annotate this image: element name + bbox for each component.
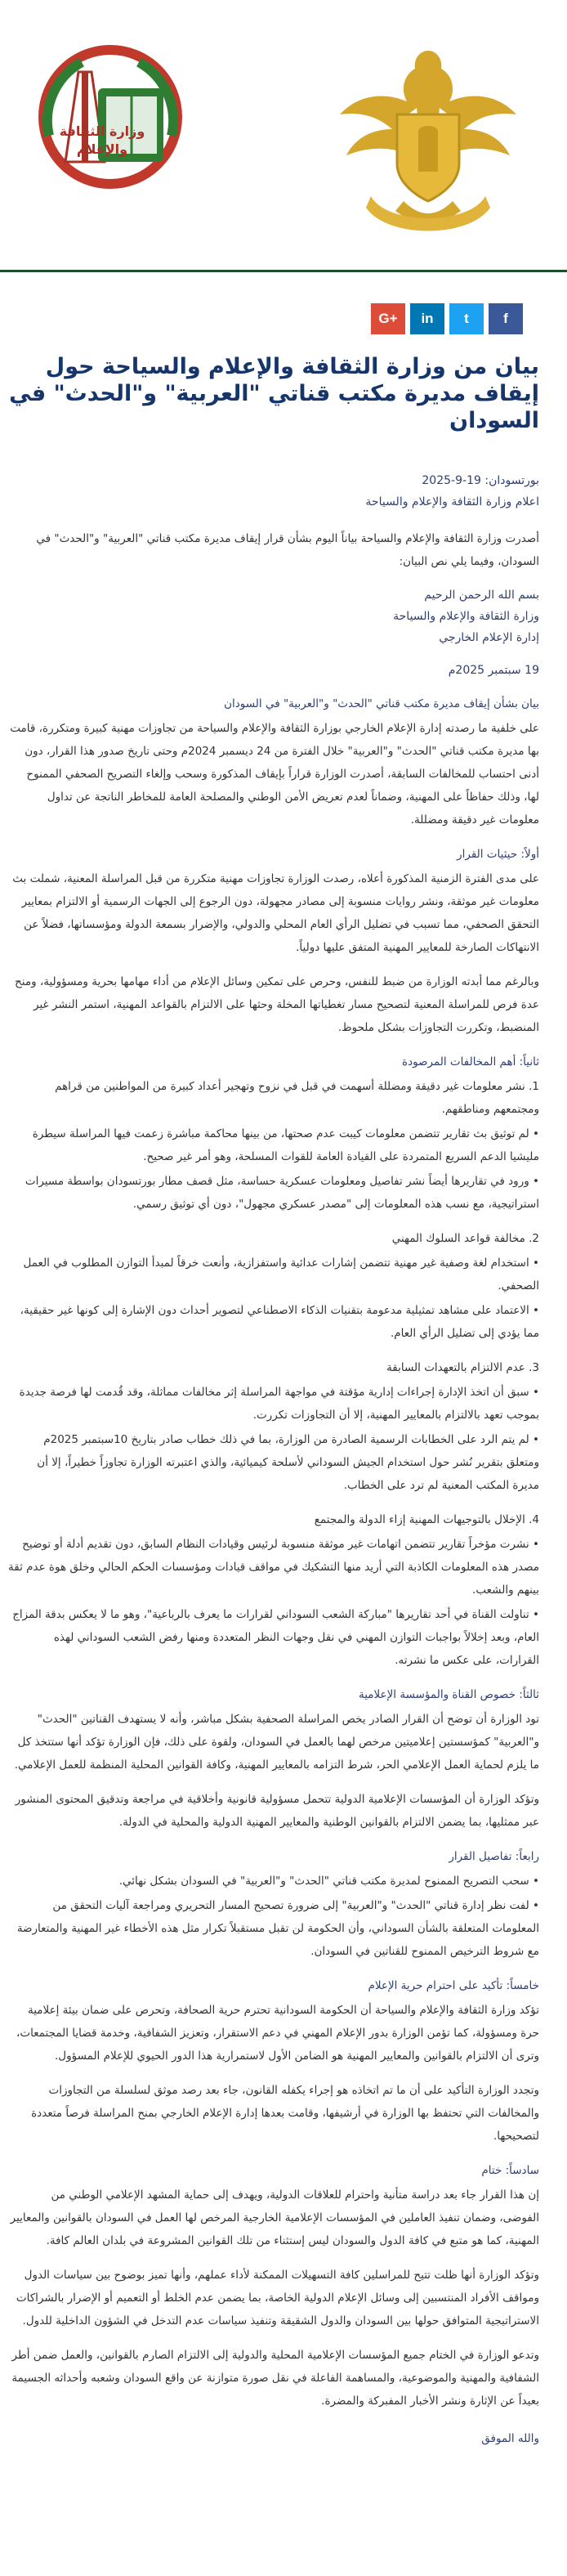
source: اعلام وزارة الثقافة والإعلام والسياحة bbox=[365, 495, 539, 508]
paragraph: • سحب التصريح الممنوح لمديرة مكتب قناتي "الحدث" و"العربية" في السودان بشكل نهائي. bbox=[118, 1875, 539, 1888]
share-buttons bbox=[371, 303, 523, 334]
paragraph: تؤكد وزارة الثقافة والإعلام والسياحة أن الحكومة السودانية تحترم حرية الصحافة، وتحرص على ضمان بيئة إعلامية حرة ومسؤولة، كما تؤمن الوزارة بدور الإعلام المهني في دعم الاستقرار، وتعزيز الشفافية، وخدمة قضايا المجتمعات، وترى أن الالتزام بالقوانين والمعايير المهنية هو الضامن الأول لاستمرارية هذا الدور الحيوي للإعلام المسؤول. bbox=[16, 2004, 539, 2063]
page-header bbox=[0, 0, 567, 262]
paragraph: تود الوزارة أن توضح أن القرار الصادر يخص المراسلة الصحفية بشكل مباشر، وأنه لا يستهدف القناتين "الحدث" و"العربية" كمؤسستين إعلاميتين مرخص لهما بالعمل في السودان، ولقوة على ذلك، فإن الوزارة تؤكد أنها ستتخذ كل ما يلزم لحماية العمل الإعلامي الحر، شرط التزامه بالمعايير المهنية، وكافة القوانين المحلية المنظمة للعمل الإعلامي. bbox=[14, 1713, 539, 1772]
section-heading: بيان بشأن إيقاف مديرة مكتب قناتي "الحدث" و"العربية" في السودان bbox=[224, 697, 539, 710]
section-heading: خامساً: تأكيد على احترام حرية الإعلام bbox=[368, 1979, 539, 1992]
section-heading: أولاً: حيثيات القرار bbox=[457, 848, 539, 861]
paragraph: • الاعتماد على مشاهد تمثيلية مدعومة بتقنيات الذكاء الاصطناعي لتصوير أحداث دون الإشارة إلى كونها غير حقيقية، مما يؤدي إلى تضليل الرأي العام. bbox=[20, 1304, 539, 1340]
article bbox=[8, 353, 539, 2450]
section-heading: ثالثاً: خصوص القناة والمؤسسة الإعلامية bbox=[358, 1688, 539, 1701]
left-logo-text: وزارة الثقافة والإعلام bbox=[59, 123, 145, 157]
paragraph: وتؤكد الوزارة أنها ظلت تتيح للمراسلين كافة التسهيلات الممكنة لأداء عملهم، وأنها تميز بوضوح بين سياسات الدول ومواقف الأفراد المنتسبين إلى وسائل الإعلام الدولية الخاصة، بما يضمن عدم الخلط أو التعميم أو الإضرار بالشراكات الاستراتيجية المتوافق حولها بين السودان والدول الشقيقة وتنفيذ سياسات عدم التدخل في الشؤون الداخلية للدول. bbox=[16, 2269, 539, 2327]
paragraph: على خلفية ما رصدته إدارة الإعلام الخارجي بوزارة الثقافة والإعلام والسياحة من تجاوزات مهنية كبيرة ومتكررة، قامت بها مديرة مكتب قناتي "الحدث" و"العربية" خلال الفترة من 24 ديسمبر 2024م وحتى تاريخ صدور هذا القرار، دون أدنى احتساب للمخالفات السابقة، أصدرت الوزارة قراراً بإيقاف المذكورة وسحب وإلغاء التصريح الصحفي الممنوح لها، وذلك حفاظاً على المهنية، وضماناً لعدم تعريض الأمن الوطني والمصلحة العامة للمخاطر الناتجة عن تداول معلومات غير دقيقة ومضللة. bbox=[10, 722, 539, 827]
paragraph: • نشرت مؤخراً تقارير تتضمن اتهامات غير موثقة منسوبة لرئيس وقيادات النظام السابق، دون تقديم أدلة أو توضيح مصدر هذه المعلومات الكاذبة التي أريد منها التشكيك في مواقف قيادات ومؤسسات الحكم الحالي وخلق هوة عدم ثقة بينهم والشعب. bbox=[8, 1538, 539, 1597]
closing-phrase: والله الموفق bbox=[481, 2432, 539, 2445]
paragraph: • استخدام لغة وصفية غير مهنية تتضمن إشارات عدائية واستفزازية، وأنعت خرقاً لمبدأ التوازن المطلوب في العمل الصحفي. bbox=[23, 1257, 539, 1292]
paragraph: 4. الإخلال بالتوجيهات المهنية إزاء الدولة والمجتمع bbox=[314, 1513, 539, 1526]
googleplus-share-button[interactable]: G+ bbox=[371, 303, 405, 334]
paragraph: • لم يتم الرد على الخطابات الرسمية الصادرة من الوزارة، بما في ذلك خطاب صادر بتاريخ 10سبتمبر 2025م ومتعلق بتقرير نُشر حول استخدام الجيش السوداني لأسلحة كيميائية، والذي اعتبرته الوزارة تجاوزاً خطيراً، إلا أن مديرة المكتب المعنية لم ترد على الخطاب. bbox=[37, 1433, 539, 1492]
statement-date: 19 سبتمبر 2025م bbox=[448, 664, 539, 677]
sudan-emblem-icon bbox=[322, 33, 534, 245]
department-name: إدارة الإعلام الخارجي bbox=[439, 631, 539, 644]
twitter-share-button[interactable]: t bbox=[449, 303, 484, 334]
section-heading: ثانياً: أهم المخالفات المرصودة bbox=[402, 1055, 539, 1068]
paragraph: 3. عدم الالتزام بالتعهدات السابقة bbox=[386, 1361, 539, 1374]
section-heading: رابعاً: تفاصيل القرار bbox=[449, 1850, 539, 1863]
paragraph: • تناولت القناة في أحد تقاريرها "مباركة الشعب السوداني لقرارات ما يعرف بالرباعية"، وهو ما لا يعكس بدقة المزاج العام، وبعد إخلالاً بواجبات التوازن المهني في نقل وجهات النظر المتعددة ومنها رفض الشعب السوداني لهذه القرارات، على عكس ما نشرته. bbox=[12, 1608, 539, 1667]
paragraph: وتدعو الوزارة في الختام جميع المؤسسات الإعلامية المحلية والدولية إلى الالتزام الصارم بالقوانين، والعمل ضمن أطر الشفافية والمهنية والموضوعية، والمساهمة الفاعلة في نقل صورة متوازنة عن واقع السودان وشعبه وأحداثه الجسيمة بعيداً عن الإثارة ونشر الأخبار المفبركة والمضرة. bbox=[11, 2349, 539, 2408]
section-heading: سادساً: ختام bbox=[481, 2164, 539, 2177]
article-body bbox=[8, 692, 539, 2412]
paragraph: إن هذا القرار جاء بعد دراسة متأنية واحترام للعلاقات الدولية، ويهدف إلى حماية المشهد الإعلامي الوطني من الفوضى، وضمان تنفيذ العاملين في المؤسسات الإعلامية الخارجية المرخص لها العمل في السودان بالقوانين والمعايير المهنية، كما هو متبع في كافة الدول والسودان ليس إستثناء من تلك القوانين المشروعة في بلدان العالم كافة. bbox=[10, 2188, 539, 2247]
paragraph: وبالرغم مما أبدته الوزارة من ضبط للنفس، وحرص على تمكين وسائل الإعلام من أداء مهامها بحرية ومسؤولية، ومنح عدة فرص للمراسلة المعنية لتصحيح مسار تغطياتها المخلة وحثها على الالتزام بالقواعد المهنية، استمر النشر غير المنضبط، وتكررت التجاوزات بشكل ملحوظ. bbox=[15, 975, 539, 1034]
paragraph: • لفت نظر إدارة قناتي "الحدث" و"العربية" إلى ضرورة تصحيح المسار التحريري ومراجعة آليات التحقق من المعلومات المتعلقة بالشأن السوداني، وأن الحكومة لن تقبل مستقبلاً تكرار مثل هذه الأخطاء غير المهنية والمتعارضة مع شروط الترخيص الممنوح للقناتين في السودان. bbox=[16, 1899, 539, 1958]
paragraph: • لم توثيق بث تقارير تتضمن معلومات كيبت عدم صحتها، من بينها محاكمة مباشرة زعمت فيها المراسلة سيطرة مليشيا الدعم السريع المتمردة على القيادة العامة للقوات المسلحة، وهو أمر غير صحيح. bbox=[32, 1127, 539, 1163]
basmala: بسم الله الرحمن الرحيم bbox=[424, 589, 539, 602]
paragraph: 1. نشر معلومات غير دقيقة ومضللة أسهمت في قبل في نزوح وتهجير أعداد كبيرة من المواطنين من قراهم ومجتمعهم ومناطقهم. bbox=[55, 1080, 539, 1116]
intro-paragraph: أصدرت وزارة الثقافة والإعلام والسياحة بياناً اليوم بشأن قرار إيقاف مديرة مكتب قناتي "العربية" و"الحدث" في السودان، وفيما يلي نص البيان: bbox=[36, 532, 539, 568]
facebook-share-button[interactable]: f bbox=[489, 303, 523, 334]
ministry-logo[interactable] bbox=[33, 39, 188, 203]
header-divider bbox=[0, 270, 567, 272]
article-title: بيان من وزارة الثقافة والإعلام والسياحة حول إيقاف مديرة مكتب قناتي "العربية" و"الحدث" في السودان bbox=[9, 354, 539, 433]
linkedin-share-button[interactable]: in bbox=[410, 303, 444, 334]
paragraph: • ورود في تقاريرها أيضاً نشر تفاصيل ومعلومات عسكرية حساسة، مثل قصف مطار بورتسودان بواسطة مسيرات استراتيجية، مع نسب هذه المعلومات إلى "مصدر عسكري مجهول"، دون أي توثيق رسمي. bbox=[25, 1175, 539, 1211]
paragraph: 2. مخالفة قواعد السلوك المهني bbox=[391, 1232, 539, 1245]
ministry-name: وزارة الثقافة والإعلام والسياحة bbox=[393, 610, 539, 623]
paragraph: على مدى الفترة الزمنية المذكورة أعلاه، رصدت الوزارة تجاوزات مهنية متكررة من قبل المراسلة المعنية، شملت بث معلومات غير موثقة، ونشر روايات منسوبة إلى مصادر مجهولة، دون الرجوع إلى الجهات الرسمية أو الالتزام بمعايير التحقق الصحفي، مما تسبب في تضليل الرأي العام المحلي والدولي، والإضرار بسمعة الدولة ومؤسساتها، فضلاً عن الانتهاكات الصارخة للمعايير المهنية المتفق عليها دولياً. bbox=[12, 872, 539, 954]
paragraph: وتجدد الوزارة التأكيد على أن ما تم اتخاذه هو إجراء يكفله القانون، جاء بعد رصد موثق لسلسلة من التجاوزات والمخالفات التي تحتفظ بها الوزارة في أرشيفها، وقامت بعدها إدارة الإعلام الخارجي بمنح المراسلة فرصاً متعددة لتصحيحها. bbox=[31, 2084, 539, 2143]
paragraph: • سبق أن اتخذ الإدارة إجراءات إدارية مؤقتة في مواجهة المراسلة إثر مخالفات مماثلة، وقد قُدمت لها فرصة جديدة بموجب تعهد بالالتزام بالمعايير المهنية، إلا أن التجاوزات تكررت. bbox=[19, 1386, 539, 1422]
dateline: بورتسودان: 19-9-2025 bbox=[422, 474, 539, 487]
paragraph: وتؤكد الوزارة أن المؤسسات الإعلامية الدولية تتحمل مسؤولية قانونية وأخلاقية في مراجعة وتدقيق المحتوى المنشور عبر ممثليها، بما يضمن الالتزام بالقوانين الوطنية والمعايير المهنية الدولية والمحلية في الدولة. bbox=[15, 1793, 539, 1829]
